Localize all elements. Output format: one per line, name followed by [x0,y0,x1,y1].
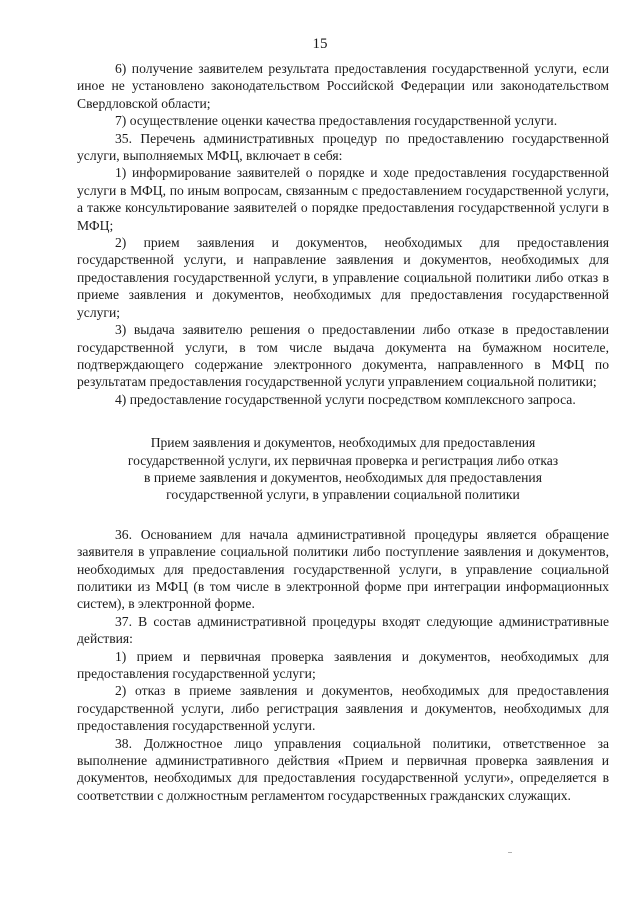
section-heading-line: Прием заявления и документов, необходимых для предоставления [150,435,536,451]
paragraph-clause-35-item-4: 4) предоставление государственной услуги посредством комплексного запроса. [115,391,576,407]
section-heading-line: государственной услуги, в управлении социальной политики [166,487,520,503]
section-heading-line: государственной услуги, их первичная проверка и регистрация либо отказ [127,452,559,468]
section-heading [77,434,609,504]
paragraph-clause-37-item-1: 1) прием и первичная проверка заявления и документов, необходимых для предоставления государственной услуги; [77,648,609,681]
paragraph-item-7: 7) осуществление оценки качества предоставления государственной услуги. [115,113,558,129]
section-heading-line: в приеме заявления и документов, необходимых для предоставления [144,469,542,485]
paragraph-clause-35: 35. Перечень административных процедур по предоставлению государственной услуги, выполняемых МФЦ, включает в себя: [77,130,609,164]
document-body [77,60,609,804]
paragraph-item-6: 6) получение заявителем результата предоставления государственной услуги, если иное не установлено законодательством Российской Федерации или законодательством Свердловской области; [77,61,609,111]
scan-speck [508,852,512,853]
page-number: 15 [312,36,328,52]
paragraph-clause-38: 38. Должностное лицо управления социальной политики, ответственное за выполнение административного действия «Прием и первичная проверка заявления и документов, необходимых для предоставления государственной услуги», определяется в соответствии с должностным регламентом государственных гражданских служащих. [77,735,609,803]
paragraph-clause-37: 37. В состав административной процедуры входят следующие административные действия: [77,613,609,647]
paragraph-clause-35-item-3: 3) выдача заявителю решения о предоставлении либо отказе в предоставлении государственной услуги, в том числе выдача документа на бумажном носителе, подтверждающего содержание электронного документа, направленного в МФЦ по результатам предоставления государственной услуги управлением социальной политики; [77,322,609,390]
paragraph-clause-35-item-2: 2) прием заявления и документов, необходимых для предоставления государственной услуги, и направление заявления и документов, необходимых для предоставления государственной услуги, в управление социальной политики либо отказ в приеме заявления и документов, необходимых для предоставления государственной услуги; [77,235,609,320]
paragraph-clause-36: 36. Основанием для начала административной процедуры является обращение заявителя в управление социальной политики либо поступление заявления и документов, необходимых для предоставления государственной услуги, в управление социальной политики из МФЦ (в том числе в электронной форме при интеграции информационных систем), в электронной форме. [77,526,609,612]
paragraph-clause-35-item-1: 1) информирование заявителей о порядке и ходе предоставления государственной услуги в МФЦ, по иным вопросам, связанным с предоставлением государственной услуги, а также консультирование заявителей о порядке предоставления государственной услуги в МФЦ; [77,165,609,233]
paragraph-clause-37-item-2: 2) отказ в приеме заявления и документов, необходимых для предоставления государственной услуги, либо регистрация заявления и документов, необходимых для предоставления государственной услуги. [77,683,609,734]
